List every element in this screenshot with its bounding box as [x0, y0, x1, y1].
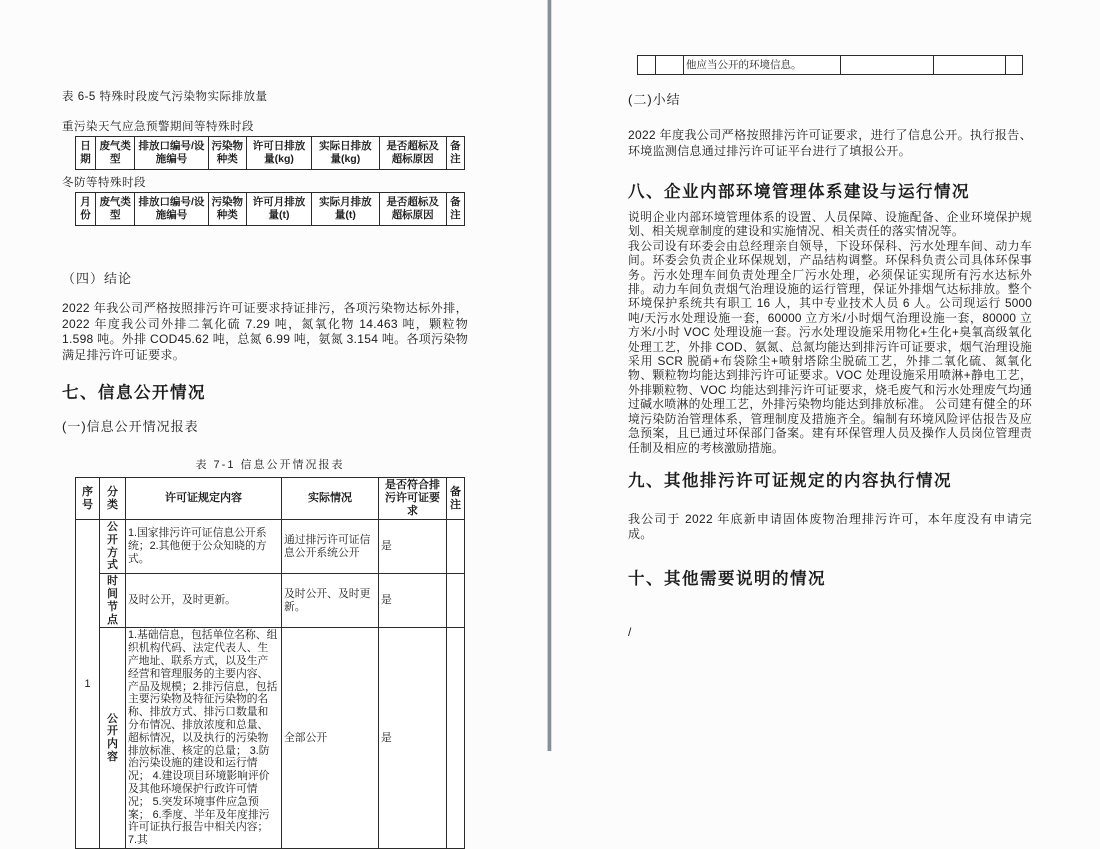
header-cell: 排放口编号/设施编号 [135, 137, 208, 170]
required-content-cell: 他应当公开的环境信息。 [684, 56, 841, 75]
required-content-cell: 及时公开，及时更新。 [126, 574, 282, 628]
header-cell: 日期 [76, 137, 96, 170]
note-cell [447, 574, 465, 628]
summary-subsection-heading: (二)小结 [628, 92, 681, 107]
summary-paragraph: 2022 年度我公司严格按照排污许可证要求，进行了信息公开。执行报告、环境监测信息通过排污许可证平台进行了填报公开。 [628, 128, 1032, 158]
actual-cell [841, 56, 934, 75]
section10-placeholder-text: / [628, 624, 632, 639]
actual-cell: 及时公开、及时更新。 [282, 574, 379, 628]
table-header-row [76, 478, 465, 520]
seq-cell: 1 [76, 520, 100, 849]
section8-paragraph-2: 我公司设有环委会由总经理亲自领导，下设环保科、污水处理车间、动力车间。环委会负责企业环保规划，产品结构调整。环保科负责公司具体环保事务。污水处理车间负责处理全厂污水处理，必须保证实现所有污水达标外排。动力车间负责烟气治理设施的运行管理，保证外排烟气达标排放。整个环境保护系统共有职工 16 人，其中专业技术人员 6 人。公司现运行 5000 吨/天污水处理设施一套，60000 立方米/小时烟气治理设施一套，80000 立方米/小时 VOC 处理设施一套。污水处理设施采用物化+生化+臭氧高级氧化处理工艺，外排 COD、氨氮、总氮均能达到排污许可证要求，烟气治理设施采用 SCR 脱硝+布袋除尘+喷射塔除尘脱硫工艺，外排二氧化硫、氮氧化物、颗粒物均能达到排污许可证要求。VOC 处理设施采用喷淋+静电工艺，外排颗粒物、VOC 均能达到排污许可证要求，烧毛废气和污水处理废气均通过碱水喷淋的处理工艺，外排污染物均能达到排放标准。 公司建有健全的环境污染防治管理体系，管理制度及措施齐全。编制有环境风险评估报告及应急预案，且已通过环保部门备案。建有环保管理人员及操作人员岗位管理责任制及相应的考核激励措施。 [628, 238, 1032, 455]
header-cell: 是否超标及超标原因 [379, 137, 446, 170]
heavy-pollution-period-label: 重污染天气应急预警期间等特殊时段 [62, 121, 254, 133]
category-cell: 公开方式 [100, 520, 126, 574]
comply-cell: 是 [379, 628, 447, 849]
header-cell: 序号 [76, 478, 100, 520]
header-cell: 分类 [100, 478, 126, 520]
conclusion-paragraph: 2022 年我公司严格按照排污许可证要求持证排污，各项污染物达标外排，2022 年度我公司外排二氧化硫 7.29 吨，氮氧化物 14.463 吨，颗粒物 1.598 吨。外排 COD45.62 吨，总氮 6.99 吨，氨氮 3.154 吨。各项污染物满足排污许可证要求。 [62, 301, 468, 362]
table-row [76, 628, 465, 849]
header-cell: 污染物种类 [208, 193, 246, 226]
info-disclosure-table-continuation [637, 55, 1023, 75]
required-content-cell: 1.国家排污许可证信息公开系统；2.其他便于公众知晓的方式。 [126, 520, 282, 574]
table-6-5-caption: 表 6-5 特殊时段废气污染物实际排放量 [62, 91, 268, 103]
section8-heading: 八、企业内部环境管理体系建设与运行情况 [628, 183, 970, 201]
header-cell: 备注 [446, 137, 464, 170]
info-disclosure-table [75, 477, 465, 849]
note-cell [447, 628, 465, 849]
header-cell: 是否符合排污许可证要求 [379, 478, 447, 520]
left-page-content [62, 88, 468, 849]
header-cell: 备注 [447, 478, 465, 520]
section8-paragraph-1: 说明企业内部环境管理体系的设置、人员保障、设施配备、企业环境保护规划、相关规章制度的建设和实施情况、相关责任的落实情况等。 [628, 210, 1032, 239]
section9-paragraph: 我公司于 2022 年底新申请固体废物治理排污许可，本年度没有申请完成。 [628, 511, 1032, 542]
header-cell: 实际日排放量(kg) [312, 137, 379, 170]
comply-cell: 是 [379, 520, 447, 574]
table-row [76, 574, 465, 628]
comply-cell: 是 [379, 574, 447, 628]
category-cell: 公开内容 [100, 628, 126, 849]
category-cell [656, 56, 684, 75]
table-header-row [76, 137, 465, 170]
note-cell [1006, 56, 1023, 75]
section7-subsection1-heading: (一)信息公开情况报表 [62, 419, 199, 434]
section9-heading: 九、其他排污许可证规定的内容执行情况 [628, 471, 952, 490]
header-cell: 排放口编号/设施编号 [135, 193, 208, 226]
header-cell: 实际月排放量(t) [312, 193, 379, 226]
table-row [76, 520, 465, 574]
daily-special-period-emission-table [75, 136, 465, 170]
monthly-special-period-emission-table [75, 192, 465, 226]
required-content-cell: 1.基础信息，包括单位名称、组织机构代码、法定代表人、生产地址、联系方式，以及生产经营和管理服务的主要内容、产品及规模；2.排污信息，包括主要污染物及特征污染物的名称、排放方式、排污口数量和分布情况、排放浓度和总量、超标情况，以及执行的污染物排放标准、核定的总量； 3.防治污染设施的建设和运行情况； 4.建设项目环境影响评价及其他环境保护行政许可情况； 5.突发环境事件应急预案； 6.季度、半年及年度排污许可证执行报告中相关内容； 7.其 [126, 628, 282, 849]
conclusion-heading: （四）结论 [62, 271, 133, 286]
table-header-row [76, 193, 465, 226]
header-cell: 污染物种类 [208, 137, 246, 170]
header-cell: 备注 [446, 193, 464, 226]
header-cell: 是否超标及超标原因 [379, 193, 446, 226]
actual-cell: 通过排污许可证信息公开系统公开 [282, 520, 379, 574]
header-cell: 废气类型 [96, 137, 135, 170]
header-cell: 许可月排放量(t) [246, 193, 311, 226]
actual-cell: 全部公开 [282, 628, 379, 849]
note-cell [447, 520, 465, 574]
right-page-content [628, 55, 1032, 639]
comply-cell [934, 56, 1006, 75]
seq-cell [638, 56, 656, 75]
section7-heading: 七、信息公开情况 [62, 384, 206, 402]
header-cell: 许可证规定内容 [126, 478, 282, 520]
winter-period-label: 冬防等特殊时段 [62, 177, 146, 189]
header-cell: 实际情况 [282, 478, 379, 520]
header-cell: 许可日排放量(kg) [246, 137, 311, 170]
table-row [638, 56, 1023, 75]
section10-heading: 十、其他需要说明的情况 [628, 569, 826, 588]
table-7-1-caption: 表 7-1 信息公开情况报表 [195, 459, 345, 471]
header-cell: 废气类型 [96, 193, 135, 226]
category-cell: 时间节点 [100, 574, 126, 628]
header-cell: 月份 [76, 193, 96, 226]
page-divider [548, 0, 551, 751]
